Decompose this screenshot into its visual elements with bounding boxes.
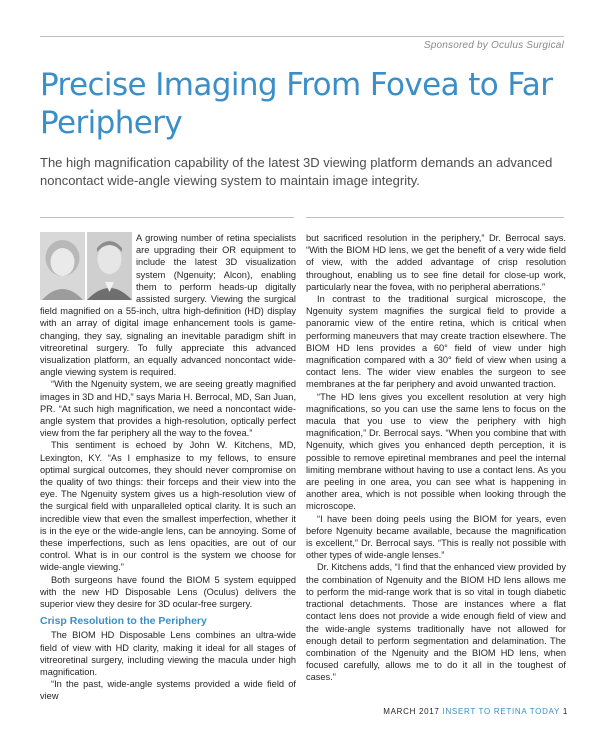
- paragraph: “The HD lens gives you excellent resolution at very high magnifications, so you can use the same lens to focus on the macula that you use to view the periphery with high magnification,” Dr. Berrocal says. “When you combine that with Ngenuity, which gives you enhanced depth perception, it is possible to remove epiretinal membranes and peel the internal limiting membrane without having to use a contact lens. As you are peeling in one area, you can see what is happening in another area, which is not possible when looking through the microscope.: [306, 391, 566, 512]
- author-photos: [40, 232, 132, 300]
- paragraph: In contrast to the traditional surgical microscope, the Ngenuity system magnifies the surgical field to provide a panoramic view of the entire retina, which is critical when performing maneuvers that may create traction elsewhere. The BIOM HD lens provides a 60° field of view under high magnification compared with a 30° field of view when using a contact lens. The wider view enables the surgeon to see membranes at the far periphery and avoid unwanted traction.: [306, 294, 566, 390]
- article-title: Precise Imaging From Fovea to Far Periphery: [40, 67, 553, 141]
- paragraph: A growing number of retina specialists are upgrading their OR equipment to include the latest 3D visualization system (Ngenuity; Alcon), enabling them to perform heads-up digitally assisted surgery. Viewing the surgical field magnified on a 55-inch, ultra high-definition (HD) display with an array of digital image enhancement tools is game-changing, they say, signaling an inevitable paradigm shift in vitreoretinal surgery. To fully appreciate this advanced visualization platform, an equally advanced noncontact wide-angle viewing system is required.: [40, 233, 296, 378]
- paragraph: Dr. Kitchens adds, “I find that the enhanced view provided by the combination of Ngenuity and the BIOM HD lens allows me to perform the mid-range work that is so vital in tough diabetic tractional detachments. Those are instances where a flat contact lens does not provide a wide enough field of view and the wide-angle systems traditionally have not allowed for enough detail to perform segmentation and delamination. The combination of the Ngenuity and the BIOM HD lens, when focused carefully, allows me to do it all in the toughest of cases.”: [306, 562, 566, 683]
- right-column-rule: [306, 217, 564, 218]
- paragraph: “With the Ngenuity system, we are seeing greatly magnified images in 3D and HD,” says Maria H. Berrocal, MD, San Juan, PR. “At such high magnification, we need a noncontact wide-angle system that provides a high-resolution, optically perfect view from the far periphery all the way to the fovea.”: [40, 379, 297, 439]
- paragraph: “I have been doing peels using the BIOM for years, even before Ngenuity became available, because the magnification is excellent,” Dr. Berrocal says. “This is really not possible with other types of wide-angle lenses.”: [306, 513, 566, 561]
- headshot-kitchens: [87, 232, 132, 300]
- paragraph: “In the past, wide-angle systems provided a wide field of view: [40, 679, 296, 702]
- footer-magazine: INSERT TO RETINA TODAY: [442, 707, 560, 716]
- sponsor-label: Sponsored by Oculus Surgical: [423, 40, 564, 51]
- footer-issue: MARCH 2017: [383, 707, 440, 716]
- header-rule: [40, 36, 564, 37]
- left-column-rule: [40, 217, 294, 218]
- article-dek: The high magnification capability of the latest 3D viewing platform demands an advanced noncontact wide-angle viewing system to maintain image integrity.: [40, 155, 553, 188]
- paragraph: This sentiment is echoed by John W. Kitchens, MD, Lexington, KY. “As I emphasize to my fellows, to ensure optimal surgical outcomes, they should never compromise on the quality of two things: their forceps and their view into the eye. The Ngenuity system gives us a high-resolution view of the surgical field with unparalleled optical clarity. It is such an incredible view that even the smallest imperfection, whether it is in the eye or the wide-angle lens, can be annoying. Some of these imperfections, such as lens opacities, are out of our control. What is in our control is the system we choose for wide-angle viewing.”: [40, 440, 296, 573]
- headshot-berrocal: [40, 232, 85, 300]
- paragraph: Both surgeons have found the BIOM 5 system equipped with the new HD Disposable Lens (Oculus) delivers the superior view they desire for 3D ocular-free surgery.: [40, 574, 296, 610]
- paragraph: The BIOM HD Disposable Lens combines an ultra-wide field of view with HD clarity, making it ideal for all stages of vitreoretinal surgery, including viewing the macula under high magnification.: [40, 630, 296, 677]
- page-number: 1: [562, 707, 568, 716]
- paragraph: but sacrificed resolution in the periphery,” Dr. Berrocal says. “With the BIOM HD lens, we get the benefit of a very wide field of view, with the added advantage of crisp resolution throughout, enabling us to see fine detail for close-up work, particularly near the fovea, with no peripheral aberrations.”: [306, 233, 566, 292]
- page-footer: [383, 707, 568, 716]
- left-column: [40, 232, 296, 703]
- section-subhead: Crisp Resolution to the Periphery: [40, 615, 207, 628]
- right-column: [306, 232, 566, 684]
